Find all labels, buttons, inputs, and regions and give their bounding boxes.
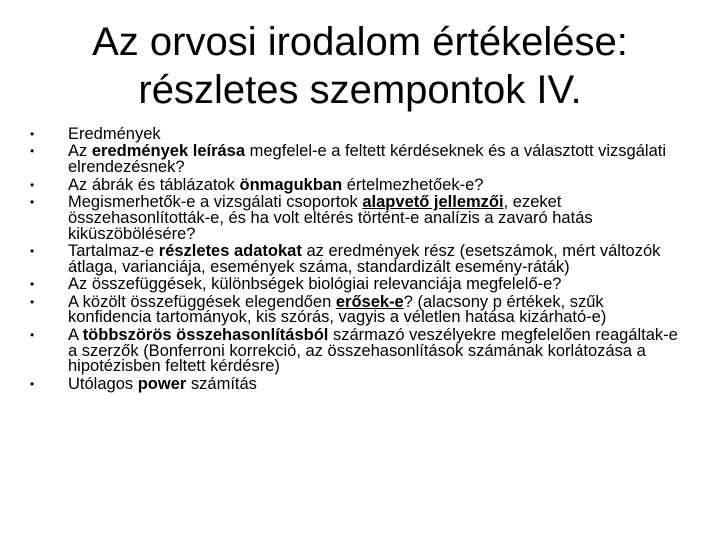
- list-item-text: Az ábrák és táblázatok önmagukban értelmezhetőek-e?: [68, 175, 484, 194]
- bullet-icon: •: [30, 294, 35, 309]
- slide-title-line-2: részletes szempontok IV.: [138, 68, 582, 112]
- list-item: [30, 127, 680, 143]
- bullet-icon: •: [30, 327, 35, 342]
- bullet-icon: •: [30, 144, 35, 159]
- list-item-text: A többszörös összehasonlításból származó veszélyekre megfelelően reagáltak-e a szerzők (Bonferroni korrekció, az összehasonlítások számának korlátozása a hipotézisben feltett kérdésre): [68, 325, 678, 376]
- list-item: [30, 144, 680, 176]
- bullet-icon: •: [30, 243, 35, 258]
- list-item-text: A közölt összefüggések elegendően erősek-e? (alacsony p értékek, szűk konfidencia tartományok, kis szórás, vagyis a véletlen hatása kizárható-e): [68, 292, 607, 327]
- slide-title-line-1: Az orvosi irodalom értékelése:: [92, 20, 628, 64]
- list-item: [30, 374, 680, 393]
- bullet-icon: •: [30, 127, 35, 141]
- list-item: [30, 241, 680, 276]
- list-item: [30, 192, 680, 243]
- bullet-icon: •: [30, 194, 35, 209]
- list-item-text: Tartalmaz-e részletes adatokat az eredmények rész (esetszámok, mért változók átlaga, varianciája, események száma, standardizált esemény-ráták): [68, 241, 661, 276]
- list-item-text: Az eredmények leírása megfelel-e a feltett kérdéseknek és a választott vizsgálati elrendezésnek?: [68, 142, 667, 177]
- list-item: [30, 292, 680, 327]
- list-item: [30, 277, 680, 293]
- list-item: [30, 325, 680, 376]
- slide-title: [60, 18, 660, 114]
- list-item-text: Az összefüggések, különbségek biológiai relevanciája megfelelő-e?: [68, 275, 562, 294]
- bullet-icon: •: [30, 277, 35, 292]
- bullet-icon: •: [30, 177, 35, 192]
- list-item-text: Utólagos power számítás: [68, 374, 257, 393]
- bullet-list: [30, 127, 680, 394]
- list-item: [30, 175, 680, 194]
- bullet-icon: •: [30, 376, 35, 391]
- list-item-text: Eredmények: [68, 125, 161, 143]
- list-item-text: Megismerhetők-e a vizsgálati csoportok alapvető jellemzői, ezeket összehasonlították-e, és ha volt eltérés történt-e analízis a zavaró hatás kiküszöbölésére?: [68, 192, 593, 243]
